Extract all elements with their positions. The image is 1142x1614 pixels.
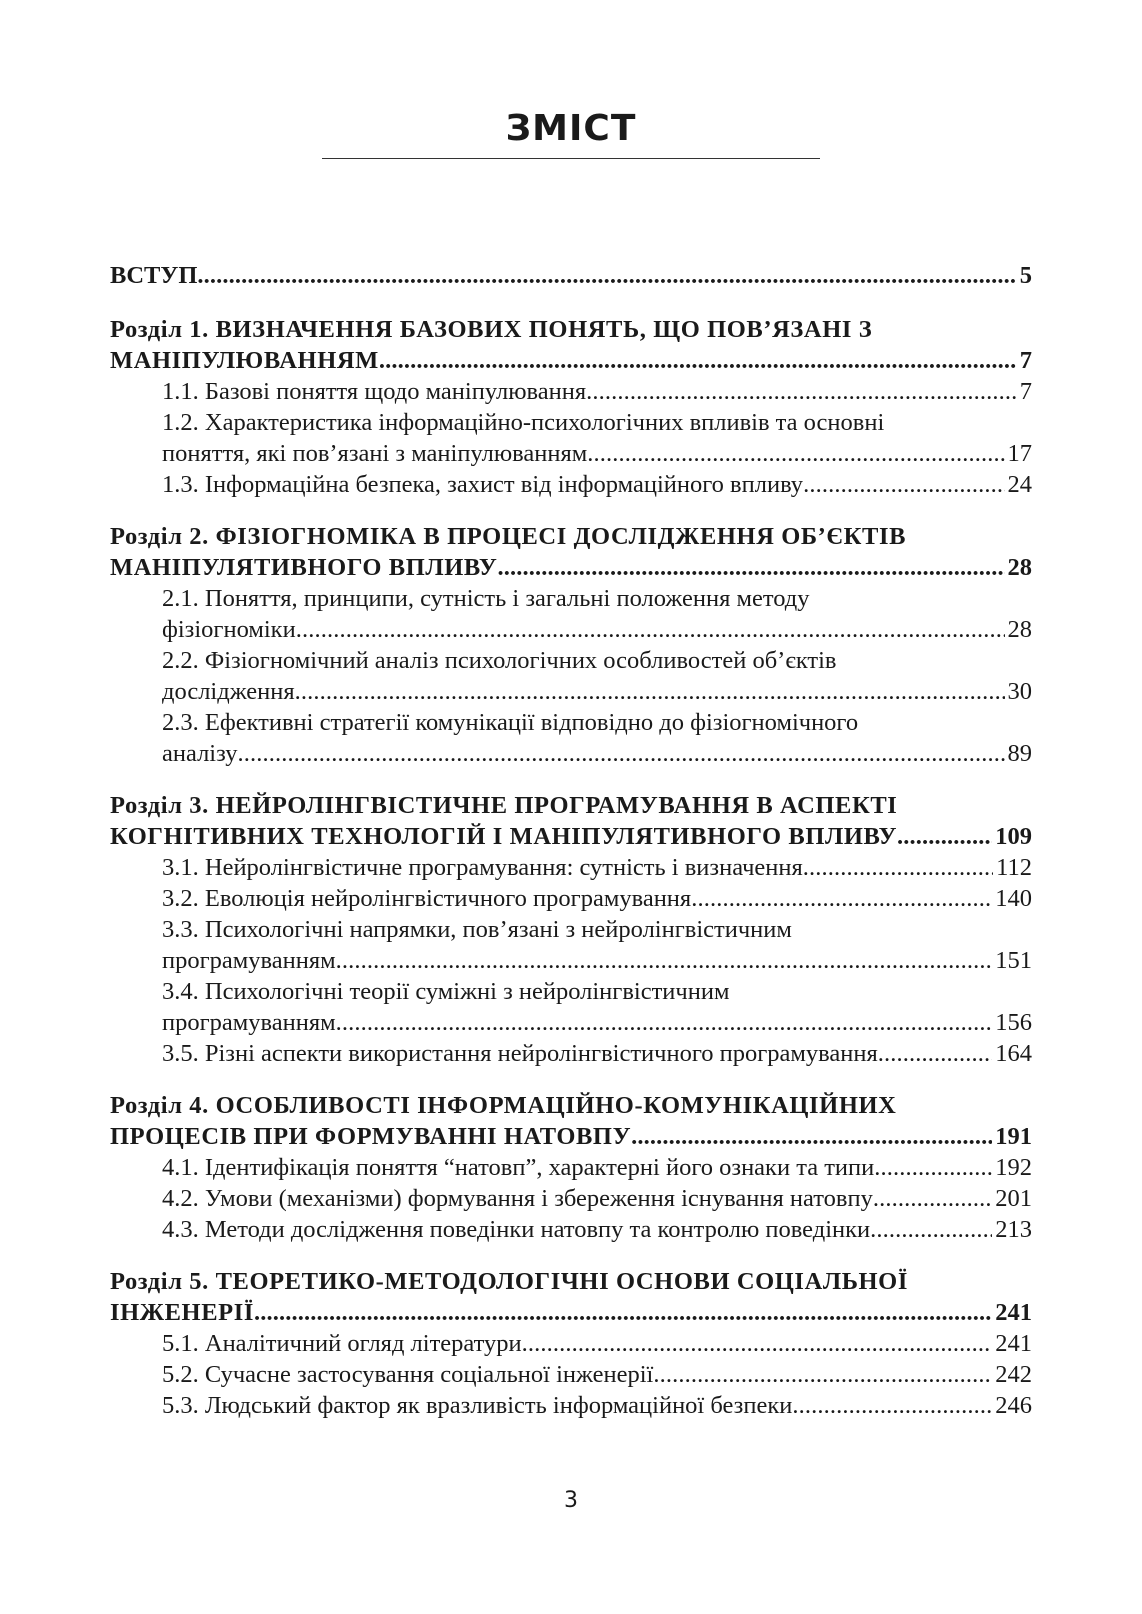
toc-entry-section-1-2[interactable] [110, 438, 1032, 469]
dot-leader [874, 1152, 992, 1183]
toc-entry-title: ІНЖЕНЕРІЇ [110, 1299, 254, 1326]
page-number: 3 [564, 1488, 578, 1513]
table-of-contents [110, 260, 1032, 1421]
dot-leader [873, 1183, 992, 1214]
toc-page-number: 192 [995, 1154, 1032, 1181]
dot-leader [631, 1121, 992, 1152]
toc-entry-section-2-3[interactable] [110, 738, 1032, 769]
toc-entry-section-5-2[interactable] [110, 1359, 1032, 1390]
toc-entry-title: 4.3. Методи дослідження поведінки натовпу та контролю поведінки [162, 1216, 871, 1243]
toc-entry-section-1-3[interactable] [110, 469, 1032, 500]
toc-entry-title: дослідження [162, 678, 295, 705]
toc-entry-section-4-2[interactable] [110, 1183, 1032, 1214]
toc-page-number: 7 [1019, 347, 1032, 374]
section-2-1-heading: 2.1. Поняття, принципи, сутність і загальні положення методу [162, 585, 810, 612]
dot-leader [587, 438, 1004, 469]
toc-entry-chapter-4[interactable] [110, 1121, 1032, 1152]
toc-entry-title: поняття, які пов’язані з маніпулюванням [162, 440, 588, 467]
toc-page-number: 89 [1007, 740, 1032, 767]
dot-leader [379, 345, 1017, 376]
section-2-2-heading: 2.2. Фізіогномічний аналіз психологічних особливостей об’єктів [162, 647, 837, 674]
toc-page-number: 191 [995, 1123, 1032, 1150]
toc-page-number: 24 [1007, 471, 1032, 498]
dot-leader [295, 676, 1005, 707]
dot-leader [691, 883, 992, 914]
dot-leader [296, 614, 1005, 645]
toc-page-number: 156 [995, 1009, 1032, 1036]
toc-page-number: 213 [995, 1216, 1032, 1243]
toc-entry-section-3-2[interactable] [110, 883, 1032, 914]
dot-leader [497, 552, 1004, 583]
toc-page-number: 201 [995, 1185, 1032, 1212]
toc-entry-chapter-1[interactable] [110, 345, 1032, 376]
toc-page-number: 241 [995, 1299, 1032, 1326]
dot-leader [792, 1390, 992, 1421]
toc-entry-section-4-1[interactable] [110, 1152, 1032, 1183]
toc-page-number: 241 [995, 1330, 1032, 1357]
toc-entry-title: КОГНІТИВНИХ ТЕХНОЛОГІЙ І МАНІПУЛЯТИВНОГО ВПЛИВУ [110, 823, 898, 850]
dot-leader [803, 852, 993, 883]
toc-page-number: 242 [995, 1361, 1032, 1388]
toc-entry-chapter-2[interactable] [110, 552, 1032, 583]
toc-page-number: 112 [996, 854, 1032, 881]
toc-entry-section-3-5[interactable] [110, 1038, 1032, 1069]
toc-page-number: 17 [1007, 440, 1032, 467]
toc-entry-title: МАНІПУЛЯТИВНОГО ВПЛИВУ [110, 554, 498, 581]
toc-entry-section-2-2[interactable] [110, 676, 1032, 707]
section-3-3-heading: 3.3. Психологічні напрямки, пов’язані з нейролінгвістичним [162, 916, 792, 943]
toc-page-number: 28 [1007, 554, 1032, 581]
toc-page-number: 151 [995, 947, 1032, 974]
toc-entry-title: 1.3. Інформаційна безпека, захист від інформаційного впливу [162, 471, 804, 498]
toc-entry-section-2-1[interactable] [110, 614, 1032, 645]
toc-page-number: 164 [995, 1040, 1032, 1067]
section-1-2-heading: 1.2. Характеристика інформаційно-психологічних впливів та основні [162, 409, 885, 436]
toc-entry-section-5-1[interactable] [110, 1328, 1032, 1359]
toc-entry-section-3-1[interactable] [110, 852, 1032, 883]
toc-page-number: 109 [995, 823, 1032, 850]
toc-entry-title: МАНІПУЛЮВАННЯМ [110, 347, 379, 374]
toc-page-number: 28 [1007, 616, 1032, 643]
toc-entry-chapter-5[interactable] [110, 1297, 1032, 1328]
dot-leader [238, 738, 1005, 769]
toc-entry-intro[interactable] [110, 260, 1032, 291]
page-title: ЗМІСТ [505, 108, 637, 149]
dot-leader [878, 1038, 992, 1069]
toc-entry-title: 3.2. Еволюція нейролінгвістичного програмування [162, 885, 692, 912]
chapter-5-heading: Розділ 5. ТЕОРЕТИКО-МЕТОДОЛОГІЧНІ ОСНОВИ СОЦІАЛЬНОЇ [110, 1268, 908, 1295]
section-2-3-heading: 2.3. Ефективні стратегії комунікації відповідно до фізіогномічного [162, 709, 859, 736]
toc-entry-title: 5.2. Сучасне застосування соціальної інженерії [162, 1361, 654, 1388]
toc-entry-title: 4.2. Умови (механізми) формування і збереження існування натовпу [162, 1185, 873, 1212]
toc-entry-title: фізіогноміки [162, 616, 296, 643]
chapter-4-heading: Розділ 4. ОСОБЛИВОСТІ ІНФОРМАЦІЙНО-КОМУНІКАЦІЙНИХ [110, 1092, 897, 1119]
toc-entry-title: ПРОЦЕСІВ ПРИ ФОРМУВАННІ НАТОВПУ [110, 1123, 632, 1150]
dot-leader [522, 1328, 993, 1359]
toc-entry-title: програмуванням [162, 947, 336, 974]
toc-page-number: 30 [1007, 678, 1032, 705]
toc-entry-section-4-3[interactable] [110, 1214, 1032, 1245]
toc-entry-title: аналізу [162, 740, 238, 767]
dot-leader [254, 1297, 992, 1328]
toc-entry-title: ВСТУП [110, 262, 198, 289]
dot-leader [803, 469, 1004, 500]
dot-leader [586, 376, 1017, 407]
toc-entry-title: 3.1. Нейролінгвістичне програмування: сутність і визначення [162, 854, 803, 881]
dot-leader [336, 945, 993, 976]
chapter-1-heading: Розділ 1. ВИЗНАЧЕННЯ БАЗОВИХ ПОНЯТЬ, ЩО ПОВ’ЯЗАНІ З [110, 316, 873, 343]
toc-entry-section-1-1[interactable] [110, 376, 1032, 407]
dot-leader [336, 1007, 993, 1038]
toc-entry-section-3-3[interactable] [110, 945, 1032, 976]
toc-page-number: 5 [1019, 262, 1032, 289]
chapter-2-heading: Розділ 2. ФІЗІОГНОМІКА В ПРОЦЕСІ ДОСЛІДЖЕННЯ ОБ’ЄКТІВ [110, 523, 907, 550]
toc-page-number: 7 [1019, 378, 1032, 405]
toc-entry-chapter-3[interactable] [110, 821, 1032, 852]
dot-leader [870, 1214, 992, 1245]
dot-leader [897, 821, 992, 852]
toc-page-number: 140 [995, 885, 1032, 912]
dot-leader [197, 260, 1016, 291]
toc-entry-section-3-4[interactable] [110, 1007, 1032, 1038]
toc-page-number: 246 [995, 1392, 1032, 1419]
section-3-4-heading: 3.4. Психологічні теорії суміжні з нейролінгвістичним [162, 978, 730, 1005]
toc-entry-title: програмуванням [162, 1009, 336, 1036]
title-underline [322, 158, 820, 159]
chapter-3-heading: Розділ 3. НЕЙРОЛІНГВІСТИЧНЕ ПРОГРАМУВАННЯ В АСПЕКТІ [110, 792, 898, 819]
toc-entry-title: 5.3. Людський фактор як вразливість інформаційної безпеки [162, 1392, 793, 1419]
toc-entry-title: 5.1. Аналітичний огляд літератури [162, 1330, 522, 1357]
toc-entry-title: 3.5. Різні аспекти використання нейролінгвістичного програмування [162, 1040, 878, 1067]
toc-entry-title: 1.1. Базові поняття щодо маніпулювання [162, 378, 587, 405]
toc-entry-title: 4.1. Ідентифікація поняття “натовп”, характерні його ознаки та типи [162, 1154, 875, 1181]
dot-leader [653, 1359, 992, 1390]
toc-entry-section-5-3[interactable] [110, 1390, 1032, 1421]
